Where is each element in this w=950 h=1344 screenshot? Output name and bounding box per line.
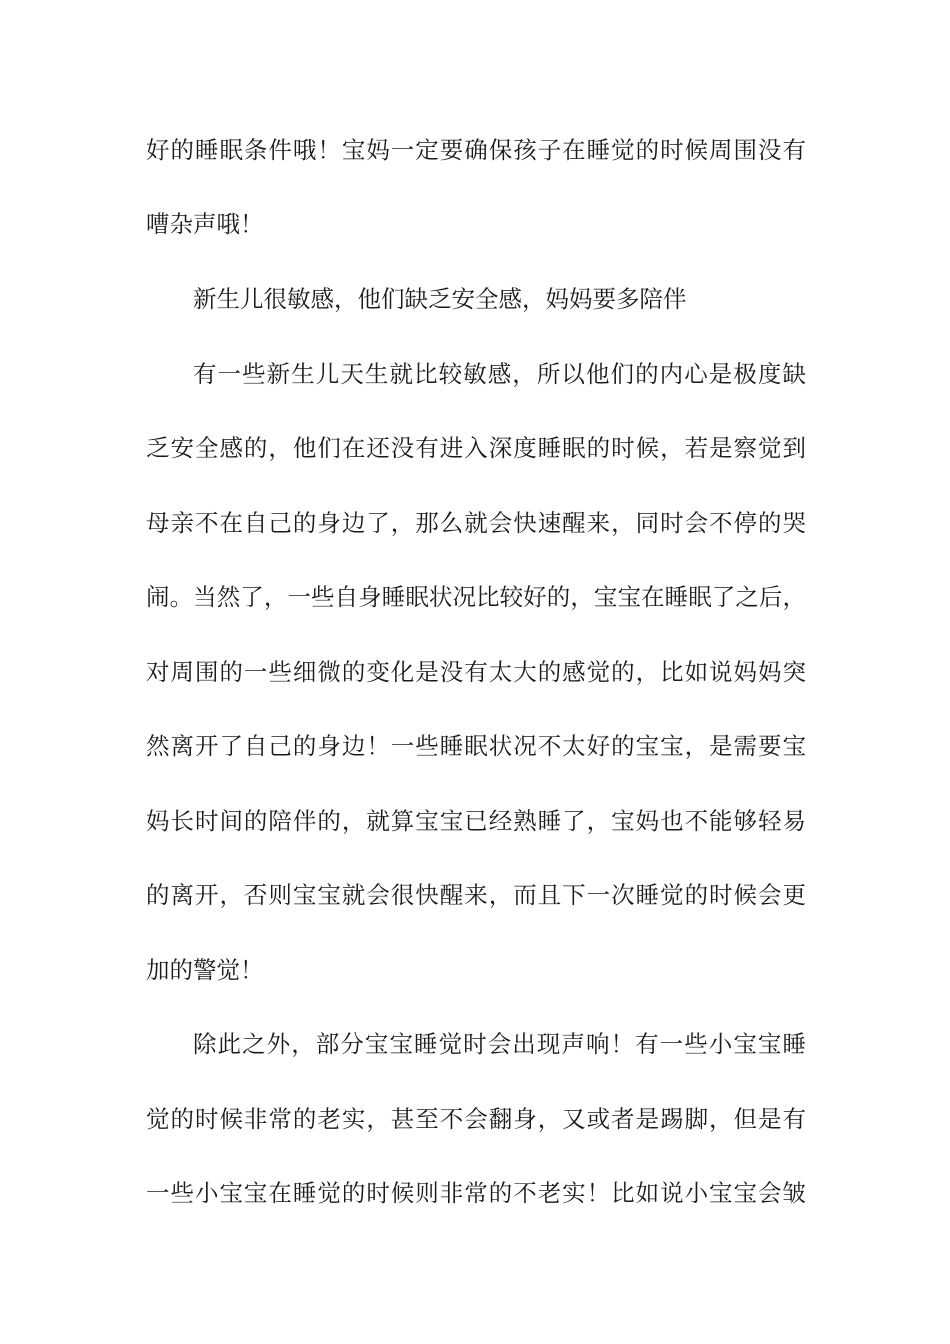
- text-line: 有一些新生儿天生就比较敏感，所以他们的内心是极度缺: [193, 360, 806, 388]
- text-line: 除此之外，部分宝宝睡觉时会出现声响！有一些小宝宝睡: [193, 1030, 806, 1058]
- text-line: 妈长时间的陪伴的，就算宝宝已经熟睡了，宝妈也不能够轻易: [146, 807, 806, 835]
- text-line: 乏安全感的，他们在还没有进入深度睡眠的时候，若是察觉到: [146, 434, 806, 462]
- text-line: 好的睡眠条件哦！宝妈一定要确保孩子在睡觉的时候周围没有: [146, 136, 806, 164]
- text-line: 然离开了自己的身边！一些睡眠状况不太好的宝宝，是需要宝: [146, 732, 806, 760]
- text-line: 一些小宝宝在睡觉的时候则非常的不老实！比如说小宝宝会皱: [146, 1179, 806, 1207]
- text-line: 加的警觉！: [146, 956, 264, 984]
- text-line: 觉的时候非常的老实，甚至不会翻身，又或者是踢脚，但是有: [146, 1105, 806, 1133]
- text-line: 对周围的一些细微的变化是没有太大的感觉的，比如说妈妈突: [146, 658, 806, 686]
- text-line: 闹。当然了，一些自身睡眠状况比较好的，宝宝在睡眠了之后，: [146, 583, 806, 611]
- text-line: 嘈杂声哦！: [146, 210, 264, 238]
- section-heading: 新生儿很敏感，他们缺乏安全感，妈妈要多陪伴: [193, 285, 687, 313]
- text-line: 的离开，否则宝宝就会很快醒来，而且下一次睡觉的时候会更: [146, 881, 806, 909]
- text-line: 母亲不在自己的身边了，那么就会快速醒来，同时会不停的哭: [146, 509, 806, 537]
